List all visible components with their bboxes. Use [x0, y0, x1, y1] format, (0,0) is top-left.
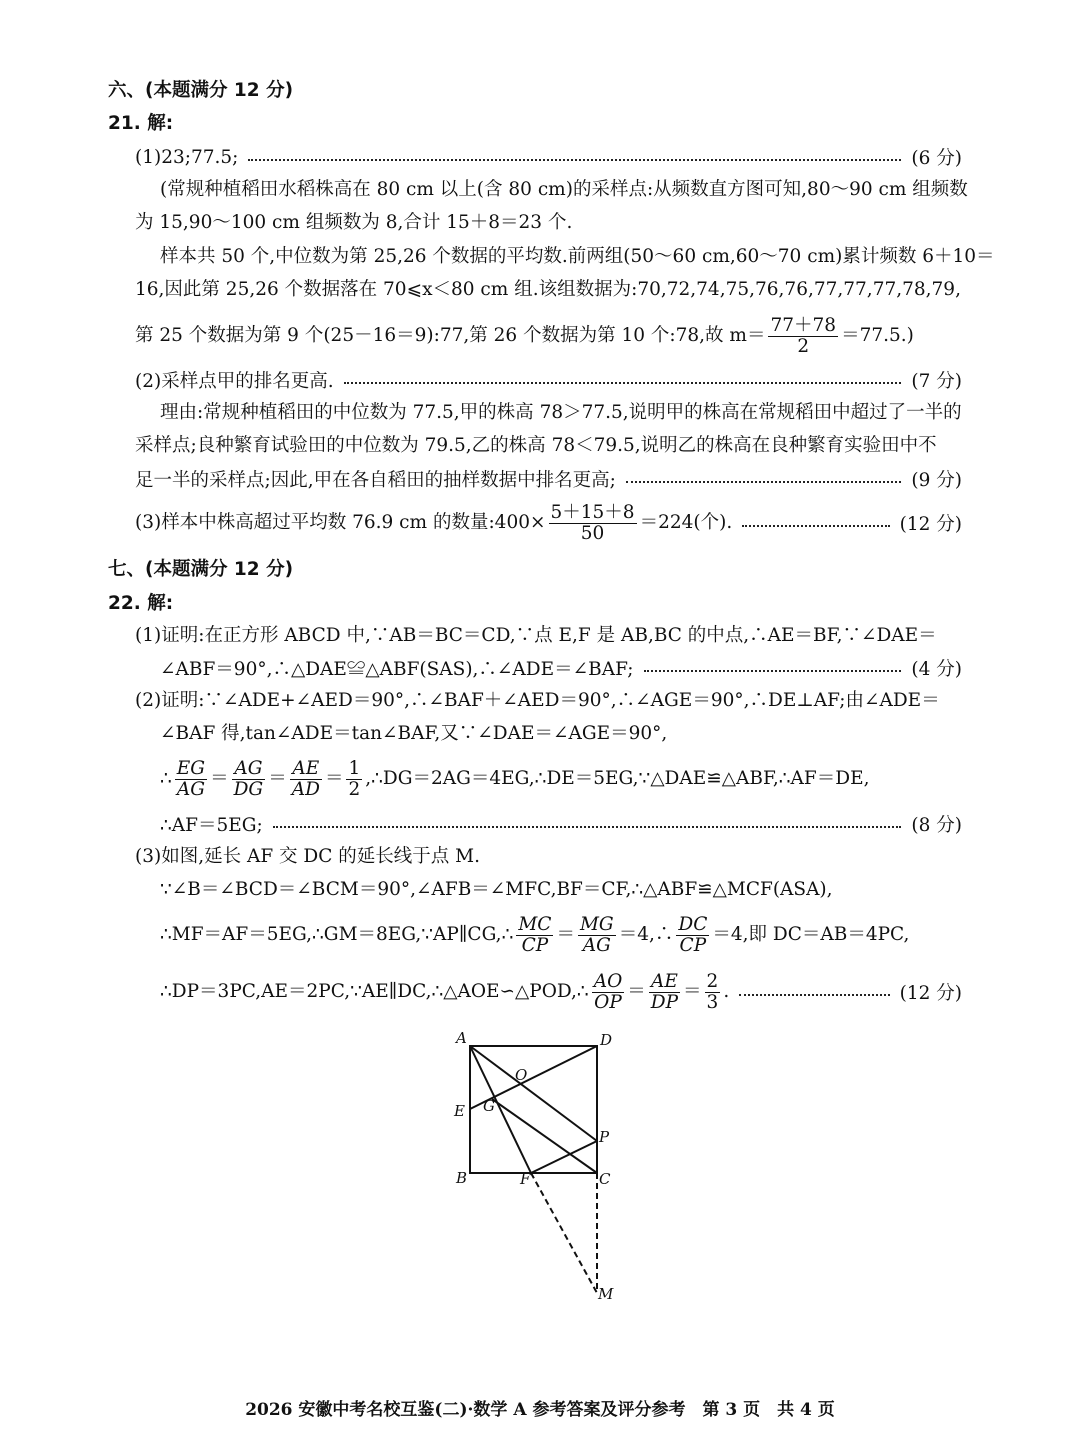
- fraction-denominator: DP: [650, 991, 679, 1013]
- q21-explain-line: 16,因此第 25,26 个数据落在 70⩽x＜80 cm 组.该组数据为:70,72,74,75,76,76,77,77,77,78,79,: [135, 279, 961, 300]
- fraction-numerator: AG: [232, 759, 266, 779]
- fraction-numerator: MC: [518, 914, 552, 936]
- fraction: [516, 915, 553, 955]
- fraction-numerator: 77＋78: [770, 315, 837, 337]
- q22-ratio-line: [160, 755, 869, 803]
- fraction-denominator: DG: [233, 778, 264, 800]
- score-label: (12 分): [899, 983, 962, 1004]
- segment-fp: [531, 1141, 597, 1173]
- fraction: [676, 915, 709, 955]
- fraction-denominator: 3: [706, 991, 719, 1013]
- section-7-heading: 七、(本题满分 12 分): [108, 559, 294, 580]
- fraction: [549, 503, 637, 543]
- q22-part3-end: [160, 966, 962, 1018]
- leader-dots: [644, 668, 902, 672]
- label-g: G: [483, 1097, 495, 1115]
- section-6-heading: 六、(本题满分 12 分): [108, 80, 294, 101]
- fraction-denominator: CP: [679, 934, 707, 956]
- parallel-text: ∴MF＝AF＝5EG,∴GM＝8EG,∵AP∥CG,∴: [160, 924, 514, 945]
- q21-part3-text: [135, 503, 732, 543]
- fraction: [705, 972, 721, 1012]
- score-label: (8 分): [911, 815, 962, 836]
- fraction-numerator: 2: [706, 971, 719, 993]
- part3-post: ＝224(个).: [639, 512, 733, 533]
- q22-proof-line: (1)证明:在正方形 ABCD 中,∵AB＝BC＝CD,∵点 E,F 是 AB,BC 的中点,∴AE＝BF,∵∠DAE＝: [135, 625, 937, 646]
- label-c: C: [599, 1170, 611, 1188]
- q21-median-line: [135, 314, 914, 358]
- segment-ap: [470, 1046, 597, 1141]
- part3-pre: (3)样本中株高超过平均数 76.9 cm 的数量:400×: [135, 512, 546, 533]
- fraction-denominator: 50: [580, 522, 605, 544]
- fraction-numerator: EG: [176, 758, 206, 780]
- q22-proof-line: (3)如图,延长 AF 交 DC 的延长线于点 M.: [135, 846, 480, 867]
- equals: ＝: [324, 768, 344, 789]
- equals: ＝: [268, 768, 287, 789]
- q21-part1-answer: [135, 140, 962, 174]
- median-result: ＝77.5.): [841, 325, 914, 346]
- page-footer: 2026 安徽中考名校互鉴(二)·数学 A 参考答案及评分参考 第 3 页 共 4 页: [245, 1400, 835, 1420]
- q22-proof-line: (2)证明:∵∠ADE+∠AED＝90°,∴∠BAF＋∠AED＝90°,∴∠AGE＝90°,∴DE⊥AF;由∠ADE＝: [135, 690, 940, 711]
- label-f: F: [520, 1170, 531, 1188]
- fraction: [346, 759, 362, 799]
- q22-part2-end: [160, 807, 962, 841]
- fraction: [649, 972, 680, 1012]
- ratio-conclusion: ,∴DG＝2AG＝4EG,∴DE＝5EG,∵△DAE≌△ABF,∴AF＝DE,: [365, 768, 870, 789]
- equals: ＝: [683, 981, 702, 1002]
- label-m: M: [598, 1285, 614, 1303]
- fraction-denominator: CP: [521, 934, 549, 956]
- leader-dots: [273, 824, 902, 828]
- q21-reason-line: 采样点;良种繁育试验田的中位数为 79.5,乙的株高 78＜79.5,说明乙的株高在良种繁育实验田中不: [135, 435, 937, 456]
- fraction-denominator: 2: [348, 778, 361, 800]
- fraction: [175, 759, 207, 799]
- q22-proof-text: ∴AF＝5EG;: [160, 815, 263, 836]
- fraction: [290, 759, 322, 799]
- fraction-numerator: 1: [348, 758, 361, 780]
- score-label: (12 分): [899, 514, 962, 535]
- q21-part1-text: (1)23;77.5;: [135, 146, 239, 168]
- fraction-denominator: AG: [176, 778, 205, 800]
- q22-proof-line: ∠BAF 得,tan∠ADE＝tan∠BAF,又∵∠DAE＝∠AGE＝90°,: [160, 723, 668, 744]
- fraction-denominator: 2: [797, 335, 810, 357]
- parallel-conclusion: ＝4,即 DC＝AB＝4PC,: [712, 924, 910, 945]
- q21-part2-answer: [135, 363, 962, 397]
- fraction-numerator: 5＋15＋8: [550, 502, 635, 524]
- q21-explain-line: 为 15,90～100 cm 组频数为 8,合计 15＋8＝23 个.: [135, 212, 573, 233]
- q21-reason-text: 足一半的采样点;因此,甲在各自稻田的抽样数据中排名更高;: [135, 470, 616, 491]
- fraction-denominator: AG: [582, 934, 611, 956]
- fraction-numerator: AE: [649, 972, 680, 992]
- fraction-numerator: AE: [290, 759, 322, 779]
- score-label: (4 分): [911, 659, 962, 680]
- fraction-numerator: AO: [593, 971, 623, 993]
- fraction-denominator: OP: [594, 991, 622, 1013]
- fraction: [232, 759, 266, 799]
- q21-explain-line: (常规种植稻田水稻株高在 80 cm 以上(含 80 cm)的采样点:从频数直方图可知,80～90 cm 组频数: [160, 179, 968, 200]
- similar-text: ∴DP＝3PC,AE＝2PC,∵AE∥DC,∴△AOE∽△POD,∴: [160, 981, 589, 1002]
- label-b: B: [456, 1169, 468, 1187]
- score-label: (6 分): [911, 148, 962, 169]
- q22-proof-line: ∵∠B＝∠BCD＝∠BCM＝90°,∠AFB＝∠MFC,BF＝CF,∴△ABF≌△MCF(ASA),: [160, 879, 833, 900]
- equals: ＝: [556, 924, 575, 945]
- q21-part2-text: (2)采样点甲的排名更高.: [135, 371, 334, 392]
- label-p: P: [599, 1128, 610, 1146]
- label-e: E: [454, 1102, 465, 1120]
- leader-dots: [344, 380, 902, 384]
- leader-dots: [626, 479, 902, 483]
- equals: ＝: [210, 768, 229, 789]
- question-21-label: 21. 解:: [108, 113, 174, 134]
- fraction-numerator: DC: [678, 914, 708, 936]
- leader-dots: [248, 157, 901, 161]
- q21-reason-last: [135, 462, 962, 496]
- equals: ＝: [627, 981, 646, 1002]
- median-text: 第 25 个数据为第 9 个(25－16＝9):77,第 26 个数据为第 10 个:78,故 m＝: [135, 325, 766, 346]
- label-d: D: [600, 1031, 613, 1049]
- fraction: [592, 972, 625, 1012]
- fraction: [768, 316, 838, 356]
- fraction-denominator: AD: [291, 778, 320, 800]
- q22-parallel-line: [160, 910, 909, 960]
- leader-dots: [742, 523, 889, 527]
- segment-gc: [492, 1099, 597, 1173]
- q21-explain-line: 样本共 50 个,中位数为第 25,26 个数据的平均数.前两组(50～60 cm,60～70 cm)累计频数 6＋10＝: [160, 246, 995, 267]
- question-22-label: 22. 解:: [108, 593, 174, 614]
- q22-proof-text: ∠ABF＝90°,∴△DAE≌△ABF(SAS),∴∠ADE＝∠BAF;: [160, 659, 634, 680]
- therefore-symbol: ∴: [160, 768, 172, 789]
- q22-final-text: [160, 972, 729, 1012]
- q21-part3-answer: [135, 500, 962, 546]
- segment-fm-dashed: [531, 1173, 597, 1293]
- equals-four: ＝4,∴: [618, 924, 674, 945]
- score-label: (9 分): [911, 470, 962, 491]
- label-o: O: [515, 1066, 528, 1084]
- period: .: [723, 981, 730, 1002]
- leader-dots: [739, 992, 889, 996]
- label-a: A: [456, 1029, 467, 1047]
- geometry-figure: [440, 1025, 640, 1315]
- q21-reason-line: 理由:常规种植稻田的中位数为 77.5,甲的株高 78＞77.5,说明甲的株高在常规稻田中超过了一半的: [160, 402, 962, 423]
- fraction-numerator: MG: [579, 914, 614, 936]
- score-label: (7 分): [911, 371, 962, 392]
- fraction: [578, 915, 616, 955]
- q22-part1-end: [160, 651, 962, 685]
